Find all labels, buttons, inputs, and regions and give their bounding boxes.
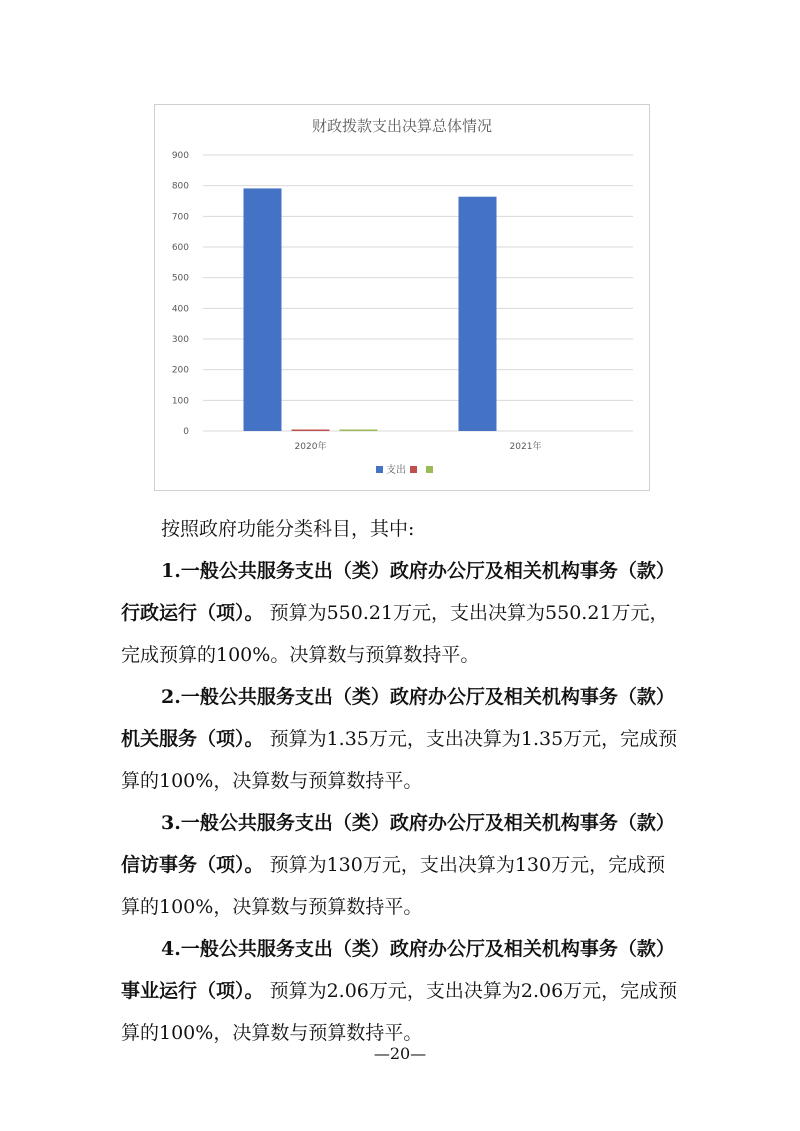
bar — [459, 197, 497, 431]
y-tick-label: 400 — [171, 304, 189, 315]
item-paragraph-1 — [121, 550, 681, 676]
item-paragraph-3 — [121, 802, 681, 928]
x-tick-label: 2020年 — [294, 442, 327, 452]
chart-title: 财政拨款支出决算总体情况 — [311, 117, 493, 135]
intro-text: 按照政府功能分类科目，其中: — [161, 518, 415, 540]
item-paragraph-2 — [121, 676, 681, 802]
intro-paragraph — [121, 508, 681, 550]
item-heading-1: 1.一般公共服务支出（类）政府办公厅及相关机构事务（款）行政运行（项）。 — [121, 560, 675, 624]
item-heading-4: 4.一般公共服务支出（类）政府办公厅及相关机构事务（款）事业运行（项）。 — [121, 938, 675, 1002]
item-body-2: 预算为1.35万元，支出决算为1.35万元，完成预算的100%，决算数与预算数持平。 — [121, 728, 678, 792]
y-tick-label: 300 — [171, 335, 189, 345]
legend-swatch — [410, 466, 417, 473]
item-body-4: 预算为2.06万元，支出决算为2.06万元，完成预算的100%，决算数与预算数持平。 — [121, 980, 678, 1044]
y-tick-label: 700 — [171, 212, 189, 223]
bar — [292, 430, 330, 432]
expenditure-chart — [154, 104, 650, 491]
y-tick-label: 800 — [171, 181, 189, 192]
y-tick-label: 500 — [171, 273, 189, 284]
y-tick-label: 200 — [171, 365, 189, 376]
item-body-3: 预算为130万元，支出决算为130万元，完成预算的100%，决算数与预算数持平。 — [121, 854, 666, 918]
y-tick-label: 0 — [183, 427, 189, 437]
item-heading-3: 3.一般公共服务支出（类）政府办公厅及相关机构事务（款）信访事务（项）。 — [121, 812, 675, 876]
y-tick-label: 900 — [171, 151, 189, 161]
item-body-1: 预算为550.21万元，支出决算为550.21万元，完成预算的100%。决算数与预算数持平。 — [121, 602, 669, 666]
page-number: —20— — [373, 1044, 427, 1063]
legend-label: 支出 — [386, 465, 406, 476]
y-tick-label: 100 — [171, 396, 189, 407]
item-paragraph-4 — [121, 928, 681, 1054]
bar — [340, 430, 378, 432]
item-heading-2: 2.一般公共服务支出（类）政府办公厅及相关机构事务（款）机关服务（项）。 — [121, 686, 675, 750]
legend-swatch — [426, 466, 433, 473]
chart-canvas — [155, 105, 649, 490]
legend-swatch — [376, 466, 383, 473]
x-tick-label: 2021年 — [509, 442, 542, 452]
y-tick-label: 600 — [171, 243, 189, 253]
bar — [244, 188, 282, 431]
